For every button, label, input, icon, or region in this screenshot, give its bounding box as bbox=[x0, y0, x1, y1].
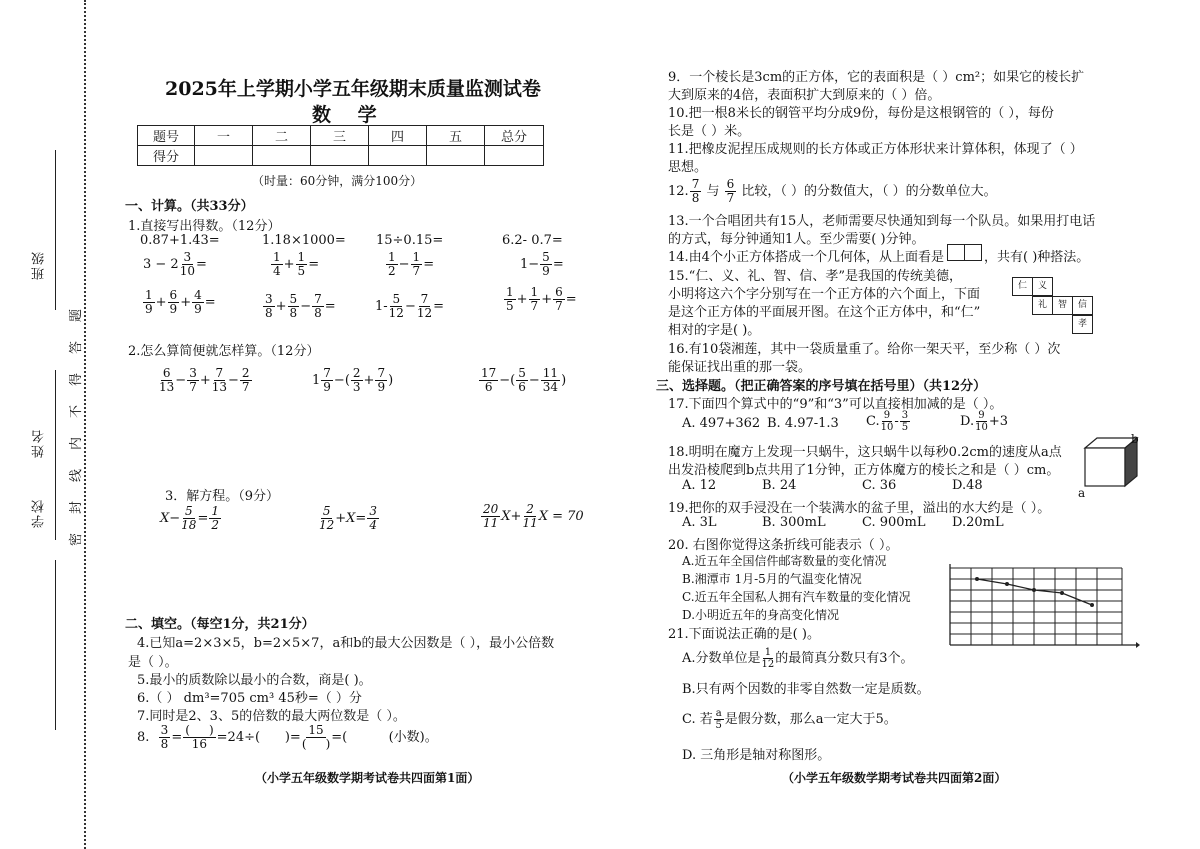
net-cell: 孝 bbox=[1072, 315, 1093, 334]
score-header-cell: 题号 bbox=[138, 126, 195, 146]
school-blank-line bbox=[55, 560, 56, 730]
q19-option: D.20mL bbox=[952, 515, 1004, 530]
score-header-cell: 五 bbox=[427, 126, 485, 146]
time-note: （时量：60分钟，满分100分） bbox=[252, 174, 423, 188]
q17-option-d: D. $\frac{9}{10}$ +3 bbox=[960, 410, 1008, 433]
q4-line2: 是（ ）。 bbox=[128, 655, 178, 670]
graph-point bbox=[1032, 588, 1036, 592]
net-cell: 信 bbox=[1072, 296, 1093, 315]
q14-line2: ，共有( )种搭法。 bbox=[984, 250, 1090, 265]
seal-char: 得 bbox=[69, 372, 85, 387]
calc-item: 1.18×1000= bbox=[262, 233, 346, 248]
q13-line2: 的方式，每分钟通知1人。至少需要( )分钟。 bbox=[668, 232, 925, 247]
q8-end: (小数)。 bbox=[388, 730, 438, 745]
q16-line2: 能保证找出重的那一袋。 bbox=[668, 360, 812, 375]
score-header-cell: 四 bbox=[369, 126, 427, 146]
q21-option-a: A.分数单位是 $\frac{1}{12}$ 的最简真分数只有3个。 bbox=[682, 647, 914, 670]
top-view-icon bbox=[947, 244, 981, 260]
seal-char: 线 bbox=[69, 468, 85, 483]
graph-point bbox=[975, 577, 979, 581]
seal-char: 不 bbox=[69, 404, 85, 419]
q3-title: 3．解方程。（9分） bbox=[165, 489, 280, 504]
q12: 12. $\frac{7}{8}$ 与 $\frac{6}{7}$ 比较，（ ）的分数值大，（ ）的分数单位大。 bbox=[668, 177, 997, 205]
seal-char: 封 bbox=[69, 500, 85, 515]
seal-char: 密 bbox=[69, 532, 85, 547]
calc-item: 15÷0.15= bbox=[376, 233, 444, 248]
class-blank-line bbox=[55, 150, 56, 310]
graph-point bbox=[1090, 603, 1094, 607]
q18-option: A. 12 bbox=[682, 478, 717, 493]
calc-item: 1- $\frac{5}{12}$ − $\frac{7}{12}$ = bbox=[375, 292, 445, 320]
score-table bbox=[137, 125, 544, 166]
q17: 17.下面四个算式中的“9”和“3”可以直接相加减的是（ ）。 bbox=[668, 397, 1003, 412]
score-cell[interactable] bbox=[369, 146, 427, 166]
q15-line3: 是这个正方体的平面展开图。在这个正方体中，和“仁” bbox=[668, 305, 981, 320]
q19-option: C. 900mL bbox=[862, 515, 926, 530]
q15-line1: 15.“仁、义、礼、智、信、孝”是我国的传统美德， bbox=[668, 269, 962, 284]
footer-page2: （小学五年级数学期考试卷共四面第2面） bbox=[782, 771, 1007, 785]
q8-num: 15 bbox=[308, 723, 324, 737]
q20-option: B.湘潭市 1月-5月的气温变化情况 bbox=[682, 572, 862, 586]
section1-title: 一、计算。（共33分） bbox=[125, 199, 254, 214]
q13-line1: 13.一个合唱团共有15人，老师需要尽快通知到每一个队员。如果用打电话 bbox=[668, 214, 1096, 229]
q15-line4: 相对的字是( )。 bbox=[668, 323, 761, 338]
name-label: 姓名 bbox=[32, 428, 47, 458]
simplify-item: 1 $\frac{7}{9}$ −( $\frac{2}{3}$ + $\frac{7}{9}$ ) bbox=[312, 366, 394, 394]
q7: 7.同时是2、3、5的倍数的最大两位数是（ ）。 bbox=[137, 709, 406, 724]
q20-option: C.近五年全国私人拥有汽车数量的变化情况 bbox=[682, 590, 911, 604]
exam-title: 2025年上学期小学五年级期末质量监测试卷 bbox=[165, 78, 541, 100]
score-row-label: 得分 bbox=[138, 146, 195, 166]
fold-dotted-line bbox=[84, 0, 86, 849]
net-cell: 仁 bbox=[1012, 277, 1033, 296]
graph-point bbox=[1005, 582, 1009, 586]
calc-item: 0.87+1.43= bbox=[140, 233, 220, 248]
q6: 6.（ ） dm³=705 cm³ 45秒=（ ）分 bbox=[137, 691, 362, 706]
q18-line2: 出发沿棱爬到b点共用了1分钟，正方体魔方的棱长之和是（ ）cm。 bbox=[668, 463, 1060, 478]
q21: 21.下面说法正确的是( )。 bbox=[668, 627, 820, 642]
seal-char: 答 bbox=[69, 340, 85, 355]
q17-option-b: B. 4.97-1.3 bbox=[767, 416, 839, 431]
q12-mid: 与 bbox=[706, 184, 720, 199]
section2-title: 二、填空。（每空1分，共21分） bbox=[125, 617, 315, 632]
class-label: 班级 bbox=[32, 250, 47, 280]
q19: 19.把你的双手浸没在一个装满水的盆子里，溢出的水大约是（ ）。 bbox=[668, 501, 1051, 516]
score-header-cell: 三 bbox=[311, 126, 369, 146]
q11-line1: 11.把橡皮泥捏压成规则的长方体或正方体形状来计算体积，体现了（ ） bbox=[668, 142, 1083, 157]
q8-den: 16 bbox=[191, 737, 208, 751]
q18-option: D.48 bbox=[952, 478, 983, 493]
q10-line2: 长是（ ）米。 bbox=[668, 124, 751, 139]
calc-item: 6.2- 0.7= bbox=[502, 233, 563, 248]
name-blank-line bbox=[55, 370, 56, 540]
q2-title: 2.怎么算简便就怎样算。（12分） bbox=[128, 344, 320, 359]
q8: 8. $\frac{3}{8}$ = ( ) 16 =24÷( )= 15 ( ) =( (小数)。 bbox=[137, 723, 438, 751]
subject-title: 数 学 bbox=[312, 104, 387, 126]
line-graph-figure bbox=[942, 562, 1140, 657]
calc-item: $\frac{1}{4}$ + $\frac{1}{5}$ = bbox=[273, 250, 320, 278]
calc-item: $\frac{3}{8}$ + $\frac{5}{8}$ − $\frac{7}{8}$ = bbox=[265, 292, 336, 320]
seal-char: 题 bbox=[69, 308, 85, 323]
q17-option-a: A. 497+362 bbox=[682, 416, 761, 431]
q12-end: 比较，（ ）的分数值大，（ ）的分数单位大。 bbox=[741, 184, 997, 199]
q14-line1: 14.由4个小正方体搭成一个几何体，从上面看是 bbox=[668, 250, 944, 265]
school-label: 学校 bbox=[32, 498, 47, 528]
q4-line1: 4.已知a=2×3×5，b=2×5×7，a和b的最大公因数是（ ），最小公倍数 bbox=[137, 636, 555, 651]
calc-item: $\frac{1}{2}$ − $\frac{1}{7}$ = bbox=[388, 250, 435, 278]
simplify-item: $\frac{6}{13}$ − $\frac{3}{7}$ + $\frac{7}{13}$ − $\frac{2}{7}$ bbox=[159, 366, 250, 394]
score-header-cell: 二 bbox=[253, 126, 311, 146]
section3-title: 三、选择题。（把正确答案的序号填在括号里）（共12分） bbox=[656, 379, 987, 394]
score-cell[interactable] bbox=[311, 146, 369, 166]
score-cell[interactable] bbox=[427, 146, 485, 166]
calc-item: 1− $\frac{5}{9}$ = bbox=[520, 250, 564, 278]
score-header-cell: 一 bbox=[195, 126, 253, 146]
net-cell: 义 bbox=[1032, 277, 1053, 296]
q17-option-c: C. $\frac{9}{10}$ - $\frac{3}{5}$ bbox=[866, 410, 909, 433]
q5: 5.最小的质数除以最小的合数，商是( )。 bbox=[137, 673, 372, 688]
calc-item: $\frac{1}{9}$ + $\frac{6}{9}$ + $\frac{4}{9}$ = bbox=[145, 288, 216, 316]
net-cell: 智 bbox=[1052, 296, 1073, 315]
equation-item: $\frac{5}{12}$ +X= $\frac{3}{4}$ bbox=[319, 504, 377, 532]
score-header-cell: 总分 bbox=[485, 126, 544, 146]
graph-point bbox=[1060, 591, 1064, 595]
cube-point-a: a bbox=[1078, 486, 1086, 500]
q8-mid: =24÷( bbox=[216, 730, 261, 745]
q20-option: A.近五年全国信件邮寄数量的变化情况 bbox=[682, 554, 887, 568]
calc-item: 3 − 2 $\frac{3}{10}$ = bbox=[143, 250, 207, 278]
q11-line2: 思想。 bbox=[668, 160, 708, 175]
q18-option: C. 36 bbox=[862, 478, 897, 493]
equation-item: $\frac{20}{11}$ X+ $\frac{2}{11}$ X = 70 bbox=[483, 502, 584, 530]
q21-option-c: C. 若 $\frac{a}{5}$ 是假分数，那么a一定大于5。 bbox=[682, 708, 897, 731]
q9-line2: 大到原来的4倍，表面积扩大到原来的（ ）倍。 bbox=[668, 88, 941, 103]
seal-char: 内 bbox=[69, 436, 85, 451]
q20-option: D.小明近五年的身高变化情况 bbox=[682, 608, 840, 622]
calc-item: $\frac{1}{5}$ + $\frac{1}{7}$ + $\frac{6}{7}$ = bbox=[506, 285, 577, 313]
q9-line1: 9．一个棱长是3cm的正方体，它的表面积是（ ）cm²；如果它的棱长扩 bbox=[668, 70, 1085, 85]
q19-option: B. 300mL bbox=[762, 515, 826, 530]
q15-line2: 小明将这六个字分别写在一个正方体的六个面上，下面 bbox=[668, 287, 981, 302]
q16-line1: 16.有10袋湘莲，其中一袋质量重了。给你一架天平，至少称（ ）次 bbox=[668, 342, 1061, 357]
simplify-item: $\frac{17}{6}$ −( $\frac{5}{6}$ − $\frac{11}{34}$ ) bbox=[481, 366, 567, 394]
score-cell[interactable] bbox=[253, 146, 311, 166]
score-cell[interactable] bbox=[195, 146, 253, 166]
q18-line1: 18.明明在魔方上发现一只蜗牛，这只蜗牛以每秒0.2cm的速度从a点 bbox=[668, 445, 1062, 460]
net-cell: 礼 bbox=[1032, 296, 1053, 315]
cube-point-b: b bbox=[1131, 432, 1139, 446]
score-cell[interactable] bbox=[485, 146, 544, 166]
footer-page1: （小学五年级数学期考试卷共四面第1面） bbox=[255, 771, 480, 785]
equation-item: X− $\frac{5}{18}$ = $\frac{1}{2}$ bbox=[160, 504, 219, 532]
q1-title: 1.直接写出得数。（12分） bbox=[128, 219, 281, 234]
q20: 20. 右图你觉得这条折线可能表示（ ）。 bbox=[668, 538, 899, 553]
q18-option: B. 24 bbox=[762, 478, 797, 493]
q19-option: A. 3L bbox=[682, 515, 717, 530]
q21-option-b: B.只有两个因数的非零自然数一定是质数。 bbox=[682, 682, 930, 697]
q10-line1: 10.把一根8米长的钢管平均分成9份，每份是这根钢管的（ ），每份 bbox=[668, 106, 1054, 121]
q21-option-d: D. 三角形是轴对称图形。 bbox=[682, 748, 831, 763]
